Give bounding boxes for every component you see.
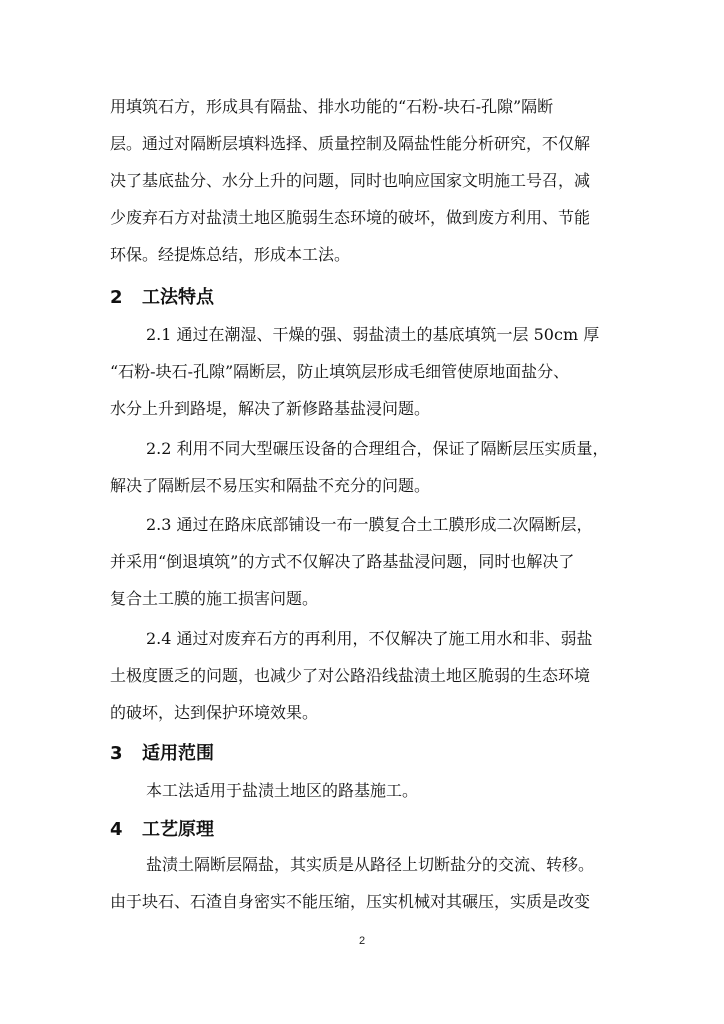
section-2-heading [110, 286, 214, 310]
section-number: 4 [110, 819, 123, 840]
intro-line: 层。通过对隔断层填料选择、质量控制及隔盐性能分析研究，不仅解 [110, 134, 591, 153]
item-2-4-line: 2.4 通过对废弃石方的再利用，不仅解决了施工用水和非、弱盐 [146, 629, 593, 648]
intro-line: 用填筑石方，形成具有隔盐、排水功能的“石粉-块石-孔隙”隔断 [110, 97, 554, 116]
intro-line: 决了基底盐分、水分上升的问题，同时也响应国家文明施工号召，减 [110, 171, 591, 190]
item-2-2-line: 解决了隔断层不易压实和隔盐不充分的问题。 [110, 476, 431, 495]
item-2-3-line: 复合土工膜的施工损害问题。 [110, 589, 319, 608]
item-2-4-line: 的破坏，达到保护环境效果。 [110, 703, 319, 722]
item-2-1-line: 水分上升到路堤，解决了新修路基盐浸问题。 [110, 399, 431, 418]
page-number: 2 [358, 935, 366, 947]
section-3-heading [110, 742, 214, 766]
section-title: 工艺原理 [142, 819, 214, 840]
item-2-3-line: 2.3 通过在路床底部铺设一布一膜复合土工膜形成二次隔断层， [146, 515, 593, 534]
intro-line: 少废弃石方对盐渍土地区脆弱生态环境的破坏，做到废方利用、节能 [110, 208, 591, 227]
section-4-line: 由于块石、石渣自身密实不能压缩，压实机械对其碾压，实质是改变 [110, 892, 591, 911]
item-2-4-line: 土极度匮乏的问题，也减少了对公路沿线盐渍土地区脆弱的生态环境 [110, 666, 591, 685]
section-number: 2 [110, 287, 123, 308]
section-3-line: 本工法适用于盐渍土地区的路基施工。 [146, 781, 419, 800]
section-number: 3 [110, 743, 123, 764]
item-2-1-line: 2.1 通过在潮湿、干燥的强、弱盐渍土的基底填筑一层 50cm 厚 [146, 325, 600, 344]
item-2-3-line: 并采用“倒退填筑”的方式不仅解决了路基盐浸问题，同时也解决了 [110, 552, 575, 571]
section-4-heading [110, 818, 214, 842]
section-title: 适用范围 [142, 743, 214, 764]
section-title: 工法特点 [142, 287, 214, 308]
section-4-line: 盐渍土隔断层隔盐，其实质是从路径上切断盐分的交流、转移。 [146, 855, 595, 874]
item-2-1-line: “石粉-块石-孔隙”隔断层，防止填筑层形成毛细管使原地面盐分、 [110, 362, 570, 381]
intro-line: 环保。经提炼总结，形成本工法。 [110, 245, 351, 264]
item-2-2-line: 2.2 利用不同大型碾压设备的合理组合，保证了隔断层压实质量， [146, 439, 609, 458]
